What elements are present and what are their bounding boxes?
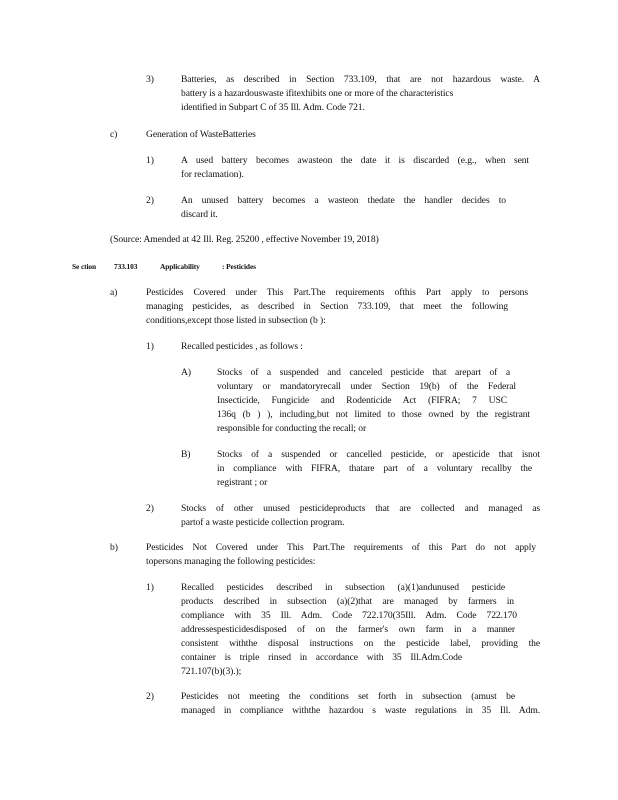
paragraph-line: 136q (b ) ), including,but not limited to those owned by the registrant [217,409,530,420]
paragraph-line: consistent withthe disposal instructions on the pesticide label, providing the [181,638,540,649]
item-label: 2) [146,195,154,206]
paragraph-line: battery is a hazardouswaste ifitexhibits one or more of the characteristics [181,88,454,99]
paragraph-line: identified in Subpart C of 35 Ill. Adm. Code 721. [181,102,365,113]
paragraph-line: registrant ; or [217,477,268,488]
paragraph-line: discard it. [181,209,218,220]
paragraph-line: managed in compliance withthe hazardou s waste regulations in 35 Ill. Adm. [181,705,540,716]
item-label: 1) [146,341,154,352]
paragraph-line: Stocks of other unused pesticideproducts that are collected and managed as [181,503,540,514]
subsection-title: Generation of WasteBatteries [146,129,256,140]
item-label: 2) [146,691,154,702]
paragraph-line: voluntary or mandatoryrecall under Section 19(b) of the Federal [217,381,516,392]
item-label: 1) [146,582,154,593]
section-title: Applicability [160,262,200,271]
item-label: c) [110,129,118,140]
paragraph-line: in compliance with FIFRA, thatare part of a voluntary recallby the [217,463,532,474]
section-prefix: Se ction [72,262,97,271]
section-number: 733.103 [114,262,138,271]
paragraph-line: Recalled pesticides described in subsection (a)(1)andunused pesticide [181,582,505,593]
paragraph-line: An unused battery becomes a wasteon thedate the handler decides to [181,195,506,206]
item-label: a) [110,287,118,298]
source-note: (Source: Amended at 42 Ill. Reg. 25200 , effective November 19, 2018) [110,234,379,245]
paragraph-line: A used battery becomes awasteon the date it is discarded (e.g., when sent [181,155,529,166]
paragraph-line: topersons managing the following pesticides: [146,556,316,567]
paragraph-line: conditions,except those listed in subsection (b ): [146,315,326,326]
paragraph-line: Pesticides not meeting the conditions set forth in subsection (amust be [181,691,515,702]
paragraph-line: Stocks of a suspended and canceled pesticide that arepart of a [217,367,510,378]
paragraph-line: container is triple rinsed in accordance with 35 Ill.Adm.Code [181,652,462,663]
paragraph-line: 721.107(b)(3).); [181,666,242,677]
item-label: 2) [146,503,154,514]
paragraph-line: responsible for conducting the recall; or [217,423,367,434]
item-label: A) [181,367,191,378]
paragraph-line: Recalled pesticides , as follows : [181,341,303,352]
paragraph-line: Pesticides Not Covered under This Part.The requirements of this Part do not apply [146,542,536,553]
item-label: B) [181,449,191,460]
paragraph-line: managing pesticides, as described in Section 733.109, that meet the following [146,301,508,312]
item-label: 1) [146,155,154,166]
paragraph-line: Insecticide, Fungicide and Rodenticide Act (FIFRA; 7 USC [217,395,507,406]
paragraph-line: addressespesticidesdisposed of on the farmer's own farm in a manner [181,624,515,635]
section-subtitle: : Pesticides [222,262,256,271]
item-label: b) [110,542,118,553]
item-label: 3) [146,74,154,85]
paragraph-line: for reclamation). [181,169,244,180]
paragraph-line: Stocks of a suspended or cancelled pesticide, or apesticide that isnot [217,449,540,460]
paragraph-line: partof a waste pesticide collection program. [181,517,345,528]
paragraph-line: compliance with 35 Ill. Adm. Code 722.170(35Ill. Adm. Code 722.170 [181,610,517,621]
paragraph-line: Pesticides Covered under This Part.The requirements ofthis Part apply to persons [146,287,528,298]
paragraph-line: products described in subsection (a)(2)that are managed by farmers in [181,596,514,607]
paragraph-line: Batteries, as described in Section 733.109, that are not hazardous waste. A [181,74,540,85]
